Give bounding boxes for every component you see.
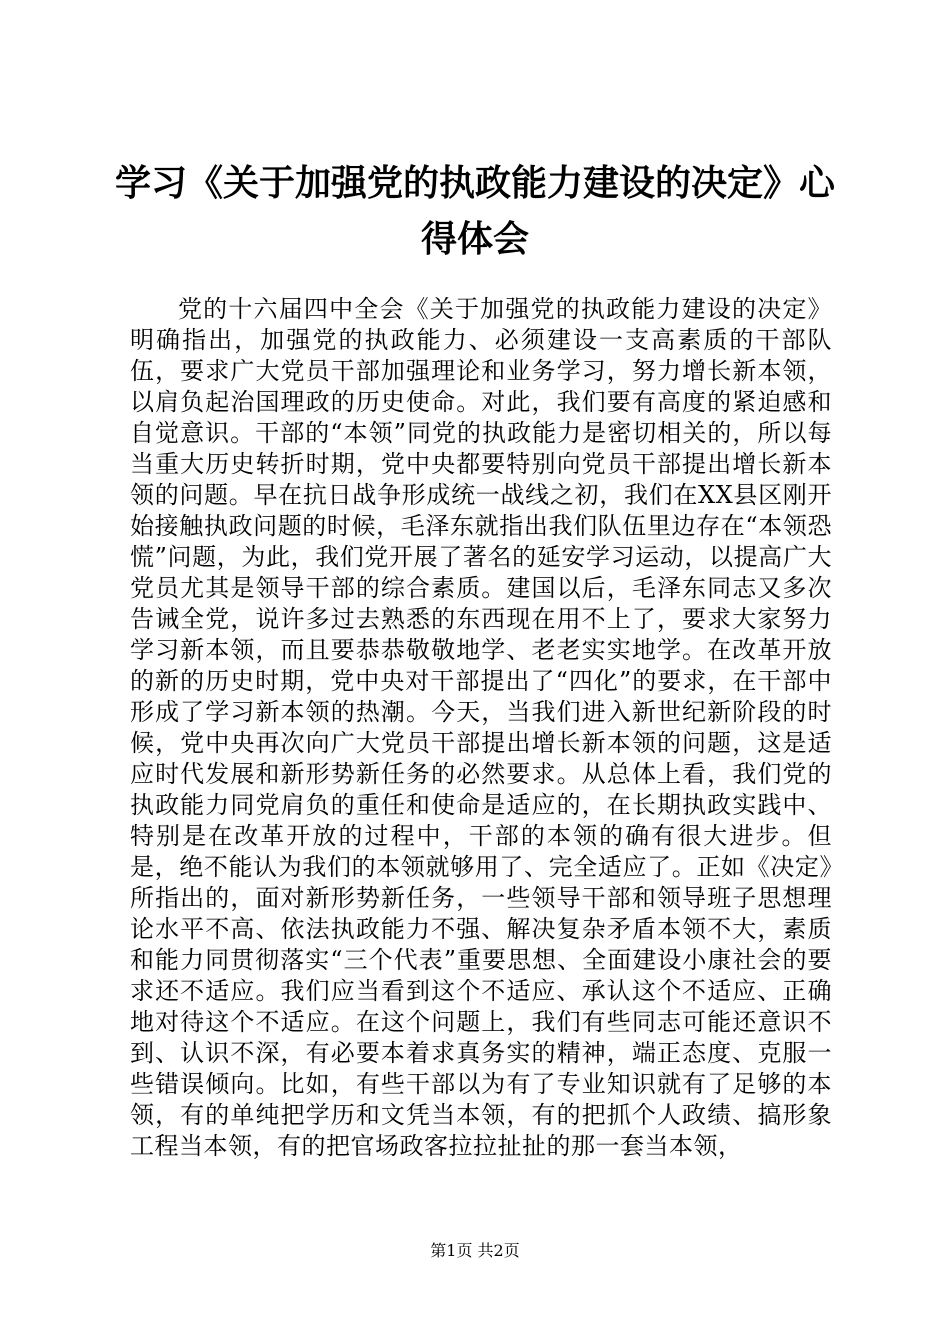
document-title: 学习《关于加强党的执政能力建设的决定》心得体会 (114, 163, 835, 260)
body-paragraph: 党的十六届四中全会《关于加强党的执政能力建设的决定》明确指出，加强党的执政能力、必须建设一支高素质的干部队伍，要求广大党员干部加强理论和业务学习，努力增长新本领，以肩负起治国理政的历史使命。对此，我们要有高度的紧迫感和自觉意识。干部的“本领”同党的执政能力是密切相关的，所以每当重大历史转折时期，党中央都要特别向党员干部提出增长新本领的问题。早在抗日战争形成统一战线之初，我们在XX县区刚开始接触执政问题的时候，毛泽东就指出我们队伍里边存在“本领恐慌”问题，为此，我们党开展了著名的延安学习运动，以提高广大党员尤其是领导干部的综合素质。建国以后，毛泽东同志又多次告诫全党，说许多过去熟悉的东西现在用不上了，要求大家努力学习新本领，而且要恭恭敬敬地学、老老实实地学。在改革开放的新的历史时期，党中央对干部提出了“四化”的要求，在干部中形成了学习新本领的热潮。今天，当我们进入新世纪新阶段的时候，党中央再次向广大党员干部提出增长新本领的问题，这是适应时代发展和新形势新任务的必然要求。从总体上看，我们党的执政能力同党肩负的重任和使命是适应的，在长期执政实践中、特别是在改革开放的过程中，干部的本领的确有很大进步。但是，绝不能认为我们的本领就够用了、完全适应了。正如《决定》所指出的，面对新形势新任务，一些领导干部和领导班子思想理论水平不高、依法执政能力不强、解决复杂矛盾本领不大，素质和能力同贯彻落实“三个代表”重要思想、全面建设小康社会的要求还不适应。我们应当看到这个不适应、承认这个不适应、正确地对待这个不适应。在这个问题上，我们有些同志可能还意识不到、认识不深，有必要本着求真务实的精神，端正态度、克服一些错误倾向。比如，有些干部以为有了专业知识就有了足够的本领，有的单纯把学历和文凭当本领，有的把抓个人政绩、搞形象工程当本领，有的把官场政客拉拉扯扯的那一套当本领， (130, 295, 832, 1160)
page-footer: 第1页 共2页 (430, 1241, 520, 1260)
